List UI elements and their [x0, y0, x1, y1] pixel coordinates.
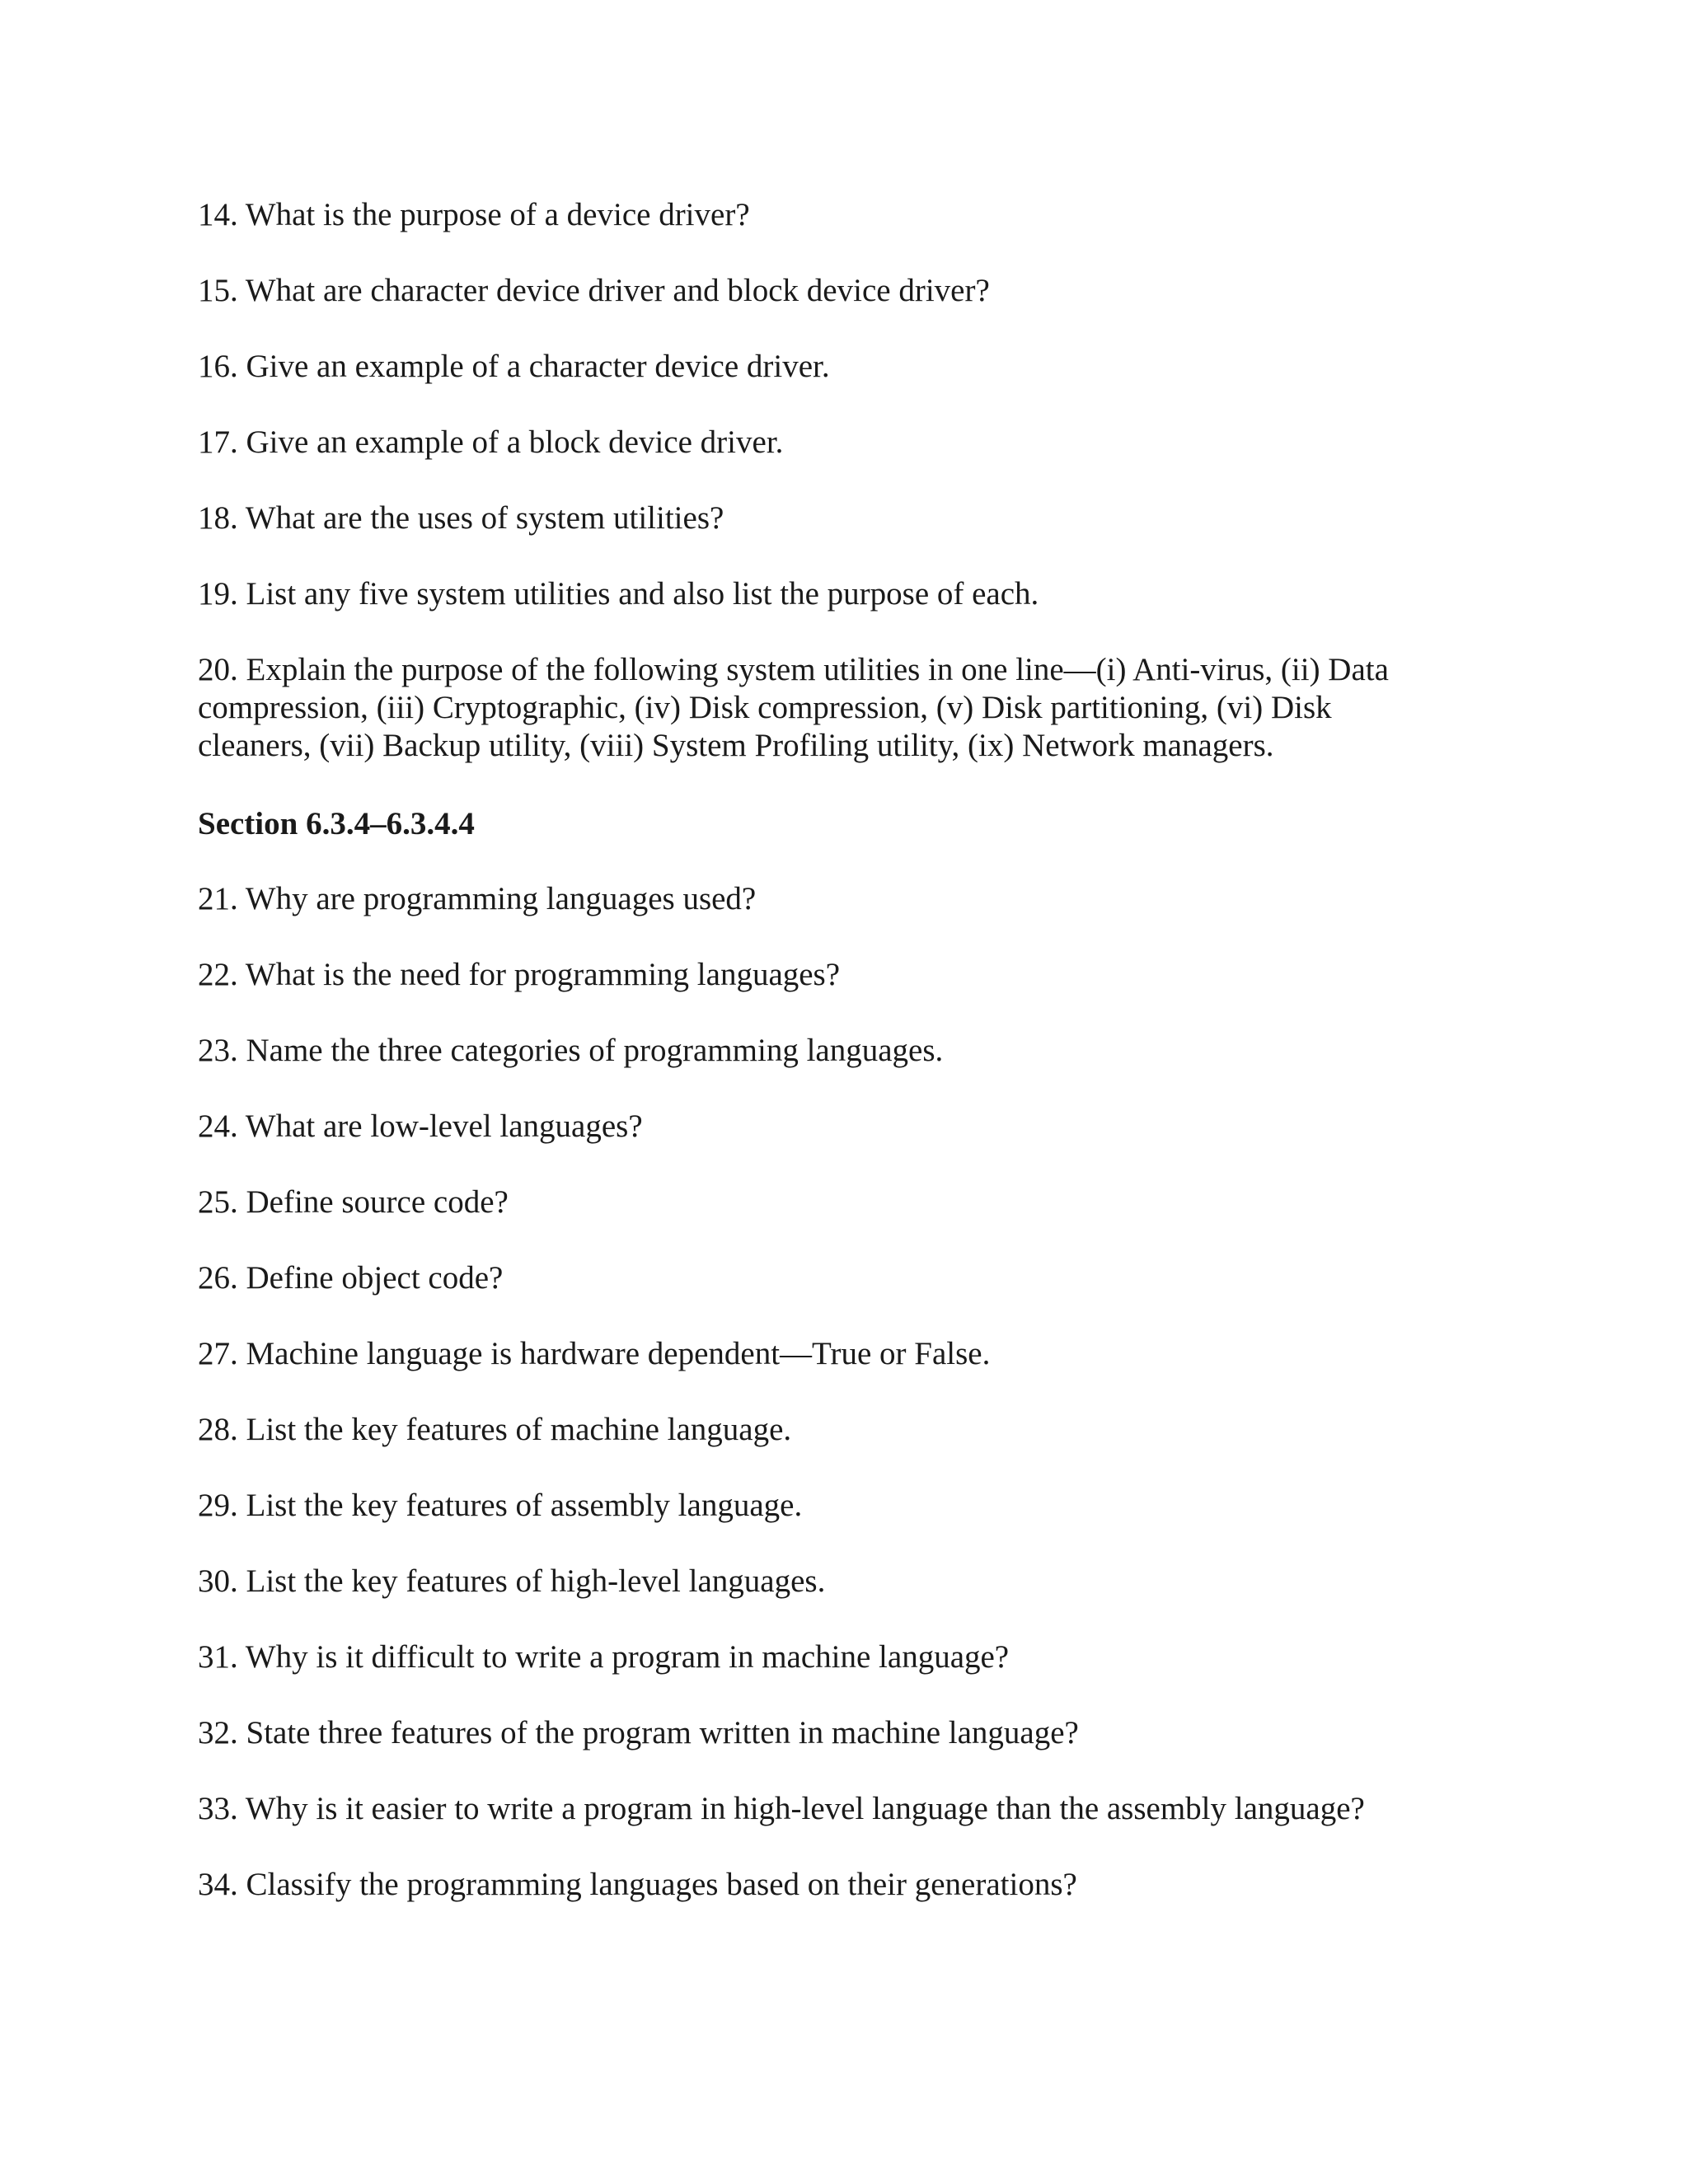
question-24: 24. What are low-level languages? — [198, 1108, 643, 1144]
question-26: 26. Define object code? — [198, 1260, 504, 1296]
question-14: 14. What is the purpose of a device driver? — [198, 197, 750, 232]
question-18: 18. What are the uses of system utilities? — [198, 500, 724, 536]
question-20 — [198, 651, 1484, 765]
question-22: 22. What is the need for programming languages? — [198, 957, 841, 992]
question-25: 25. Define source code? — [198, 1184, 509, 1220]
question-23: 23. Name the three categories of programming languages. — [198, 1033, 944, 1068]
question-31: 31. Why is it difficult to write a program in machine language? — [198, 1639, 1010, 1675]
question-30: 30. List the key features of high-level languages. — [198, 1563, 826, 1599]
question-28: 28. List the key features of machine language. — [198, 1412, 792, 1447]
section-heading: Section 6.3.4–6.3.4.4 — [198, 806, 475, 841]
question-20-line-1: 20. Explain the purpose of the following system utilities in one line—(i) Anti-virus, (ii) Data — [198, 652, 1389, 687]
question-16: 16. Give an example of a character device driver. — [198, 349, 830, 384]
question-29: 29. List the key features of assembly language. — [198, 1488, 803, 1523]
question-17: 17. Give an example of a block device driver. — [198, 424, 784, 460]
question-19: 19. List any five system utilities and also list the purpose of each. — [198, 576, 1039, 612]
question-32: 32. State three features of the program written in machine language? — [198, 1715, 1079, 1750]
question-21: 21. Why are programming languages used? — [198, 881, 757, 916]
question-15: 15. What are character device driver and block device driver? — [198, 273, 990, 308]
question-33: 33. Why is it easier to write a program in high-level language than the assembly language? — [198, 1791, 1365, 1826]
question-34: 34. Classify the programming languages based on their generations? — [198, 1867, 1077, 1902]
question-20-line-3: cleaners, (vii) Backup utility, (viii) System Profiling utility, (ix) Network managers. — [198, 728, 1274, 763]
question-27: 27. Machine language is hardware dependent—True or False. — [198, 1336, 991, 1371]
question-20-line-2: compression, (iii) Cryptographic, (iv) Disk compression, (v) Disk partitioning, (vi) Disk — [198, 690, 1332, 725]
